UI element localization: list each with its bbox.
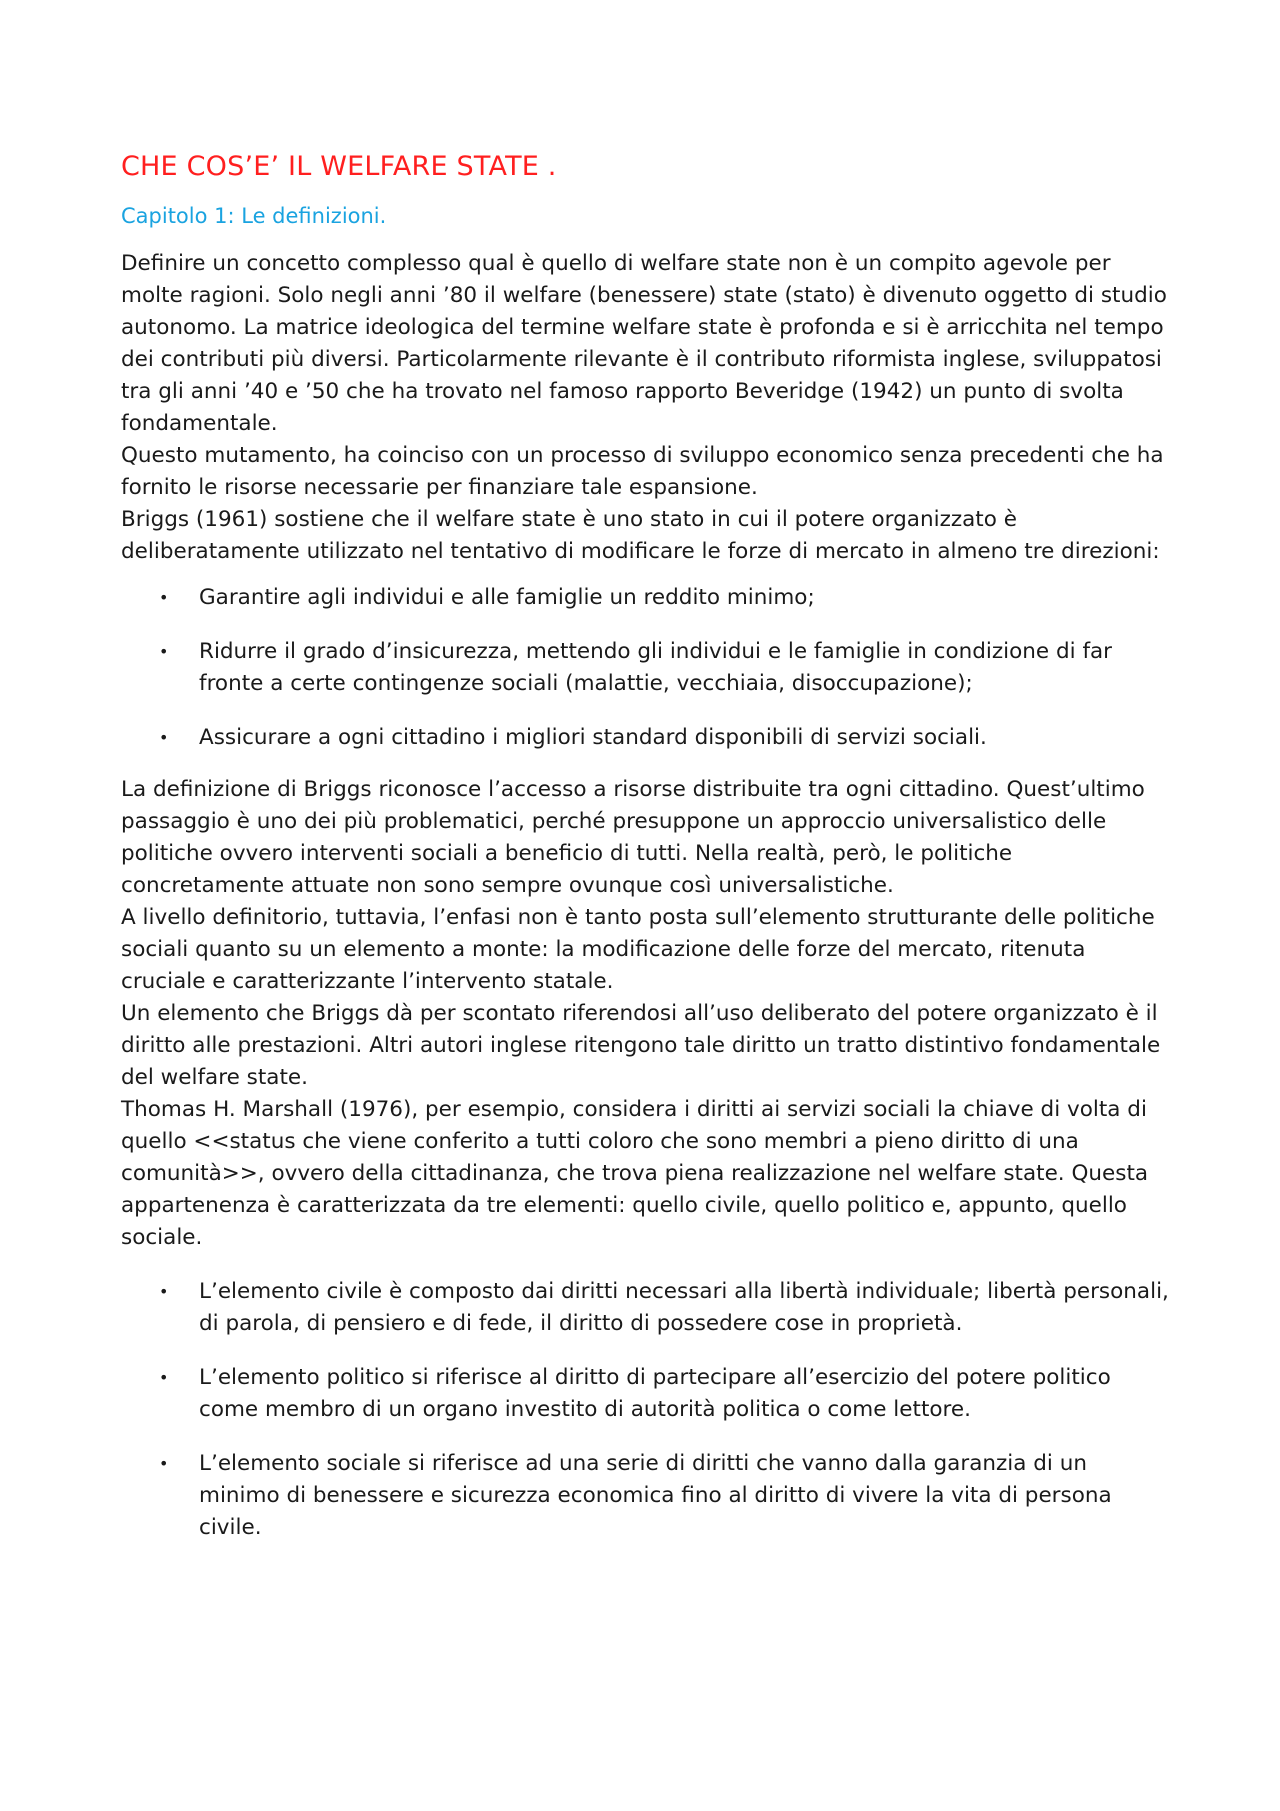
list-item	[121, 1362, 1171, 1426]
paragraph: Un elemento che Briggs dà per scontato riferendosi all’uso deliberato del potere organizzato è il diritto alle prestazioni. Altri autori inglese ritengono tale diritto un tratto distintivo fondamentale del welfare state.	[121, 1001, 1161, 1090]
document-title: CHE COS’E’ IL WELFARE STATE .	[121, 151, 557, 182]
list-item-text: L’elemento politico si riferisce al diritto di partecipare all’esercizio del potere politico come membro di un organo investito di autorità politica o come lettore.	[199, 1365, 1111, 1422]
list-item	[121, 1448, 1171, 1544]
paragraph: La definizione di Briggs riconosce l’accesso a risorse distribuite tra ogni cittadino. Quest’ultimo passaggio è uno dei più problematici, perché presuppone un approccio universalistico delle politiche ovvero interventi sociali a beneficio di tutti. Nella realtà, però, le politiche concretamente attuate non sono sempre ovunque così universalistiche.	[121, 777, 1145, 898]
list-item	[121, 722, 1171, 754]
intro-section	[121, 248, 1171, 568]
list-item	[121, 636, 1171, 700]
paragraph: Thomas H. Marshall (1976), per esempio, considera i diritti ai servizi sociali la chiave di volta di quello <<status che viene conferito a tutti coloro che sono membri a pieno diritto di una comunità>>, ovvero della cittadinanza, che trova piena realizzazione nel welfare state. Questa appartenenza è caratterizzata da tre elementi: quello civile, quello politico e, appunto, quello sociale.	[121, 1097, 1149, 1250]
list-item	[121, 582, 1171, 614]
list-item	[121, 1276, 1171, 1340]
middle-section	[121, 774, 1171, 1254]
bullet-icon: •	[159, 1282, 169, 1301]
bullet-icon: •	[159, 728, 169, 747]
bullet-icon: •	[159, 642, 169, 661]
list-item-text: L’elemento sociale si riferisce ad una serie di diritti che vanno dalla garanzia di un minimo di benessere e sicurezza economica fino al diritto di vivere la vita di persona civile.	[199, 1451, 1112, 1540]
list-item-text: L’elemento civile è composto dai diritti necessari alla libertà individuale; libertà personali, di parola, di pensiero e di fede, il diritto di possedere cose in proprietà.	[199, 1279, 1169, 1336]
list-item-text: Assicurare a ogni cittadino i migliori standard disponibili di servizi sociali.	[199, 725, 987, 750]
paragraph: Questo mutamento, ha coinciso con un processo di sviluppo economico senza precedenti che ha fornito le risorse necessarie per finanziare tale espansione.	[121, 443, 1164, 500]
paragraph: Briggs (1961) sostiene che il welfare state è uno stato in cui il potere organizzato è deliberatamente utilizzato nel tentativo di modificare le forze di mercato in almeno tre direzioni:	[121, 507, 1160, 564]
briggs-bullet-list	[121, 582, 1171, 754]
document-page	[121, 150, 1171, 1564]
marshall-bullet-list	[121, 1276, 1171, 1544]
list-item-text: Ridurre il grado d’insicurezza, mettendo gli individui e le famiglie in condizione di far fronte a certe contingenze sociali (malattie, vecchiaia, disoccupazione);	[199, 639, 1113, 696]
paragraph: Definire un concetto complesso qual è quello di welfare state non è un compito agevole per molte ragioni. Solo negli anni ’80 il welfare (benessere) state (stato) è divenuto oggetto di studio autonomo. La matrice ideologica del termine welfare state è profonda e si è arricchita nel tempo dei contributi più diversi. Particolarmente rilevante è il contributo riformista inglese, sviluppatosi tra gli anni ’40 e ’50 che ha trovato nel famoso rapporto Beveridge (1942) un punto di svolta fondamentale.	[121, 251, 1167, 436]
chapter-heading: Capitolo 1: Le definizioni.	[121, 204, 387, 228]
list-item-text: Garantire agli individui e alle famiglie un reddito minimo;	[199, 585, 815, 610]
bullet-icon: •	[159, 1454, 169, 1473]
bullet-icon: •	[159, 1368, 169, 1387]
bullet-icon: •	[159, 588, 169, 607]
paragraph: A livello definitorio, tuttavia, l’enfasi non è tanto posta sull’elemento strutturante delle politiche sociali quanto su un elemento a monte: la modificazione delle forze del mercato, ritenuta cruciale e caratterizzante l’intervento statale.	[121, 905, 1155, 994]
